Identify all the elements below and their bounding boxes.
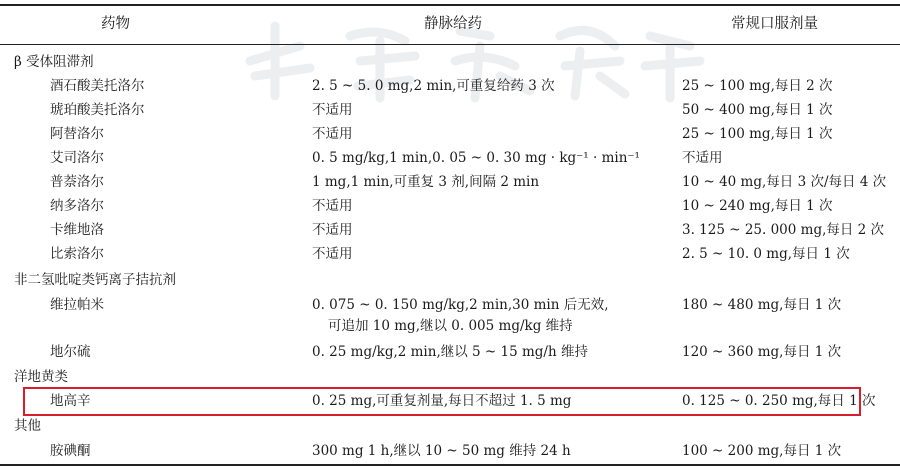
iv-dose: 1 mg,1 min,可重复 3 剂,间隔 2 min	[312, 174, 540, 190]
header-drug: 药物	[101, 16, 130, 32]
iv-dose: 0. 25 mg/kg,2 min,继以 5 ~ 15 mg/h 维持	[312, 344, 588, 360]
table-header-rule	[0, 44, 900, 45]
header-iv: 静脉给药	[424, 16, 482, 32]
drug-name: 纳多洛尔	[50, 198, 104, 214]
oral-dose: 120 ~ 360 mg,每日 1 次	[682, 344, 842, 360]
category-digitalis: 洋地黄类	[14, 369, 68, 385]
oral-dose: 10 ~ 40 mg,每日 3 次/每日 4 次	[682, 174, 887, 190]
drug-name: 艾司洛尔	[50, 150, 104, 166]
oral-dose: 25 ~ 100 mg,每日 2 次	[682, 78, 833, 94]
oral-dose: 不适用	[682, 150, 723, 166]
oral-dose: 100 ~ 200 mg,每日 1 次	[682, 443, 842, 459]
drug-name: 比索洛尔	[50, 246, 104, 262]
table-top-rule	[0, 4, 900, 6]
oral-dose: 50 ~ 400 mg,每日 1 次	[682, 102, 833, 118]
category-other: 其他	[14, 418, 41, 434]
oral-dose: 2. 5 ~ 10. 0 mg,每日 1 次	[682, 246, 850, 262]
iv-dose: 0. 25 mg,可重复剂量,每日不超过 1. 5 mg	[312, 393, 572, 409]
drug-name: 阿替洛尔	[50, 126, 104, 142]
oral-dose: 25 ~ 100 mg,每日 1 次	[682, 126, 833, 142]
oral-dose: 10 ~ 240 mg,每日 1 次	[682, 198, 833, 214]
drug-name: 酒石酸美托洛尔	[50, 78, 145, 94]
iv-dose: 2. 5 ~ 5. 0 mg,2 min,可重复给药 3 次	[312, 78, 555, 94]
drug-name: 普萘洛尔	[50, 174, 104, 190]
iv-dose: 不适用	[312, 102, 353, 118]
category-ccb: 非二氢吡啶类钙离子拮抗剂	[14, 272, 176, 288]
oral-dose: 180 ~ 480 mg,每日 1 次	[682, 297, 842, 313]
drug-name: 地高辛	[50, 393, 91, 409]
drug-name: 地尔硫	[50, 344, 91, 360]
drug-name: 琥珀酸美托洛尔	[50, 102, 145, 118]
iv-dose: 不适用	[312, 222, 353, 238]
iv-dose: 0. 5 mg/kg,1 min,0. 05 ~ 0. 30 mg · kg⁻¹ · min⁻¹	[312, 150, 640, 166]
iv-dose: 不适用	[312, 126, 353, 142]
oral-dose: 0. 125 ~ 0. 250 mg,每日 1 次	[682, 393, 876, 409]
iv-dose: 不适用	[312, 246, 353, 262]
iv-dose-continuation: 可追加 10 mg,继以 0. 005 mg/kg 维持	[328, 318, 573, 334]
category-beta-blockers: β 受体阻滞剂	[14, 54, 94, 70]
iv-dose: 0. 075 ~ 0. 150 mg/kg,2 min,30 min 后无效,	[312, 297, 609, 313]
header-oral: 常规口服剂量	[731, 16, 818, 32]
iv-dose: 不适用	[312, 198, 353, 214]
drug-name: 维拉帕米	[50, 297, 104, 313]
drug-name: 卡维地洛	[50, 222, 104, 238]
iv-dose: 300 mg 1 h,继以 10 ~ 50 mg 维持 24 h	[312, 443, 571, 459]
drug-name: 胺碘酮	[50, 443, 91, 459]
oral-dose: 3. 125 ~ 25. 000 mg,每日 2 次	[682, 222, 885, 238]
